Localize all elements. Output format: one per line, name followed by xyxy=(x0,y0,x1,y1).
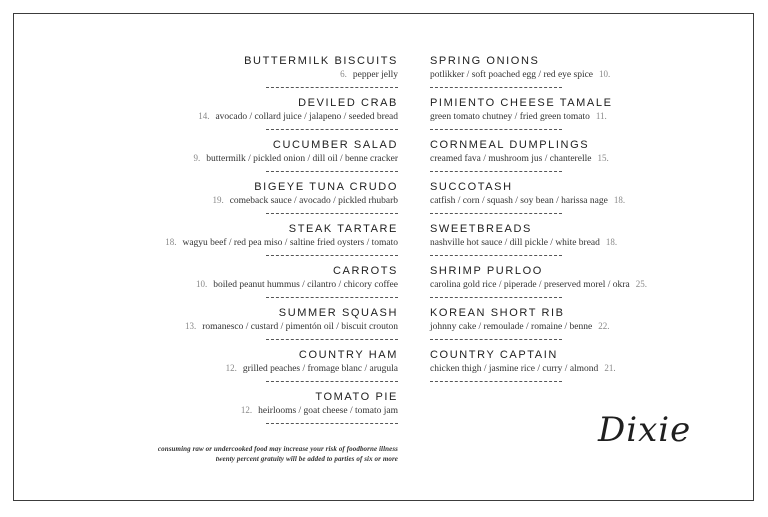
menu-left-column xyxy=(120,54,398,432)
menu-item xyxy=(430,138,730,180)
dish-line xyxy=(120,68,398,81)
menu-item xyxy=(120,96,398,138)
dish-price: 9. xyxy=(193,153,201,163)
item-divider xyxy=(430,87,562,88)
menu-item xyxy=(430,96,730,138)
dish-line xyxy=(120,320,398,333)
dish-description: romanesco / custard / pimentón oil / biscuit crouton xyxy=(202,322,398,332)
dish-name: BUTTERMILK BISCUITS xyxy=(244,55,398,67)
dish-name: DEVILED CRAB xyxy=(298,97,398,109)
item-divider xyxy=(266,255,398,256)
dish-name: STEAK TARTARE xyxy=(288,223,398,235)
item-divider xyxy=(266,423,398,424)
dish-price: 19. xyxy=(212,195,224,205)
dish-name: CORNMEAL DUMPLINGS xyxy=(430,139,590,151)
item-divider xyxy=(430,381,562,382)
dish-description: chicken thigh / jasmine rice / curry / almond xyxy=(430,364,599,374)
footer-notes xyxy=(158,444,398,464)
dish-name: SUMMER SQUASH xyxy=(278,307,398,319)
menu-item xyxy=(120,348,398,390)
menu-item xyxy=(120,54,398,96)
menu-item xyxy=(120,264,398,306)
dish-description: boiled peanut hummus / cilantro / chicory coffee xyxy=(213,280,398,290)
item-divider xyxy=(266,213,398,214)
dish-line xyxy=(430,194,730,207)
dish-line xyxy=(120,110,398,123)
menu-item xyxy=(120,180,398,222)
dish-line xyxy=(120,404,398,417)
dish-line xyxy=(430,362,730,375)
dish-price: 11. xyxy=(595,111,607,121)
menu-right-column xyxy=(430,54,730,390)
dish-description: johnny cake / remoulade / romaine / benne xyxy=(430,322,593,332)
dixie-logo: Dixie xyxy=(598,410,692,450)
dish-description: potlikker / soft poached egg / red eye spice xyxy=(430,70,594,80)
dish-name: SWEETBREADS xyxy=(430,223,532,235)
dish-line xyxy=(120,278,398,291)
dish-price: 18. xyxy=(613,195,626,205)
dish-description: grilled peaches / fromage blanc / arugula xyxy=(242,364,398,374)
dish-description: buttermilk / pickled onion / dill oil / benne cracker xyxy=(206,154,398,164)
dish-description: nashville hot sauce / dill pickle / white bread xyxy=(430,238,600,248)
dish-name: PIMIENTO CHEESE TAMALE xyxy=(430,97,613,109)
item-divider xyxy=(430,255,562,256)
menu-item xyxy=(430,348,730,390)
gratuity-note: twenty percent gratuity will be added to parties of six or more xyxy=(215,455,398,463)
dish-line xyxy=(120,362,398,375)
menu-item xyxy=(430,222,730,264)
dish-line xyxy=(430,152,730,165)
menu-item xyxy=(120,138,398,180)
dish-description: creamed fava / mushroom jus / chanterelle xyxy=(430,154,592,164)
item-divider xyxy=(266,87,398,88)
dish-name: TOMATO PIE xyxy=(315,391,398,403)
dish-line xyxy=(120,236,398,249)
menu-item xyxy=(120,306,398,348)
dish-description: green tomato chutney / fried green tomato xyxy=(430,112,590,122)
item-divider xyxy=(430,171,562,172)
dish-price: 18. xyxy=(165,237,177,247)
item-divider xyxy=(266,129,398,130)
dish-price: 10. xyxy=(195,279,208,289)
dish-name: SHRIMP PURLOO xyxy=(430,265,543,277)
item-divider xyxy=(430,297,562,298)
menu-item xyxy=(120,390,398,432)
dish-name: SPRING ONIONS xyxy=(430,55,540,67)
dish-line xyxy=(430,320,730,333)
item-divider xyxy=(266,171,398,172)
dish-price: 12. xyxy=(225,363,237,373)
dish-line xyxy=(120,194,398,207)
menu-item xyxy=(430,306,730,348)
menu-item xyxy=(430,180,730,222)
dish-name: COUNTRY HAM xyxy=(298,349,398,361)
dish-name: KOREAN SHORT RIB xyxy=(430,307,565,319)
dish-description: pepper jelly xyxy=(352,70,398,80)
dish-description: heirlooms / goat cheese / tomato jam xyxy=(258,406,398,416)
item-divider xyxy=(430,213,562,214)
dish-name: CARROTS xyxy=(333,265,398,277)
dish-description: avocado / collard juice / jalapeno / seeded bread xyxy=(215,112,398,122)
dish-price: 13. xyxy=(184,321,197,331)
item-divider xyxy=(266,339,398,340)
item-divider xyxy=(430,129,562,130)
dish-price: 6. xyxy=(340,69,347,79)
dish-price: 18. xyxy=(605,237,618,247)
dish-description: catfish / corn / squash / soy bean / harissa nage xyxy=(430,196,608,206)
dish-line xyxy=(430,236,730,249)
item-divider xyxy=(266,297,398,298)
dish-name: BIGEYE TUNA CRUDO xyxy=(254,181,398,193)
dish-description: carolina gold rice / piperade / preserved morel / okra xyxy=(430,280,630,290)
dish-line xyxy=(430,110,730,123)
dish-line xyxy=(120,152,398,165)
item-divider xyxy=(430,339,562,340)
item-divider xyxy=(266,381,398,382)
dish-price: 14. xyxy=(198,111,210,121)
dish-price: 25. xyxy=(635,279,647,289)
dish-price: 12. xyxy=(240,405,253,415)
dish-price: 21. xyxy=(604,363,616,373)
dish-description: comeback sauce / avocado / pickled rhubarb xyxy=(229,196,398,206)
dish-price: 15. xyxy=(597,153,609,163)
menu-item xyxy=(430,54,730,96)
dish-price: 10. xyxy=(599,69,611,79)
dish-line xyxy=(430,68,730,81)
dish-name: SUCCOTASH xyxy=(430,181,513,193)
dish-name: CUCUMBER SALAD xyxy=(272,139,398,151)
dish-price: 22. xyxy=(598,321,610,331)
menu-item xyxy=(120,222,398,264)
dish-description: wagyu beef / red pea miso / saltine fried oysters / tomato xyxy=(182,238,398,248)
menu-item xyxy=(430,264,730,306)
dish-line xyxy=(430,278,730,291)
raw-food-warning: consuming raw or undercooked food may increase your risk of foodborne illness xyxy=(157,445,398,453)
dish-name: COUNTRY CAPTAIN xyxy=(430,349,558,361)
